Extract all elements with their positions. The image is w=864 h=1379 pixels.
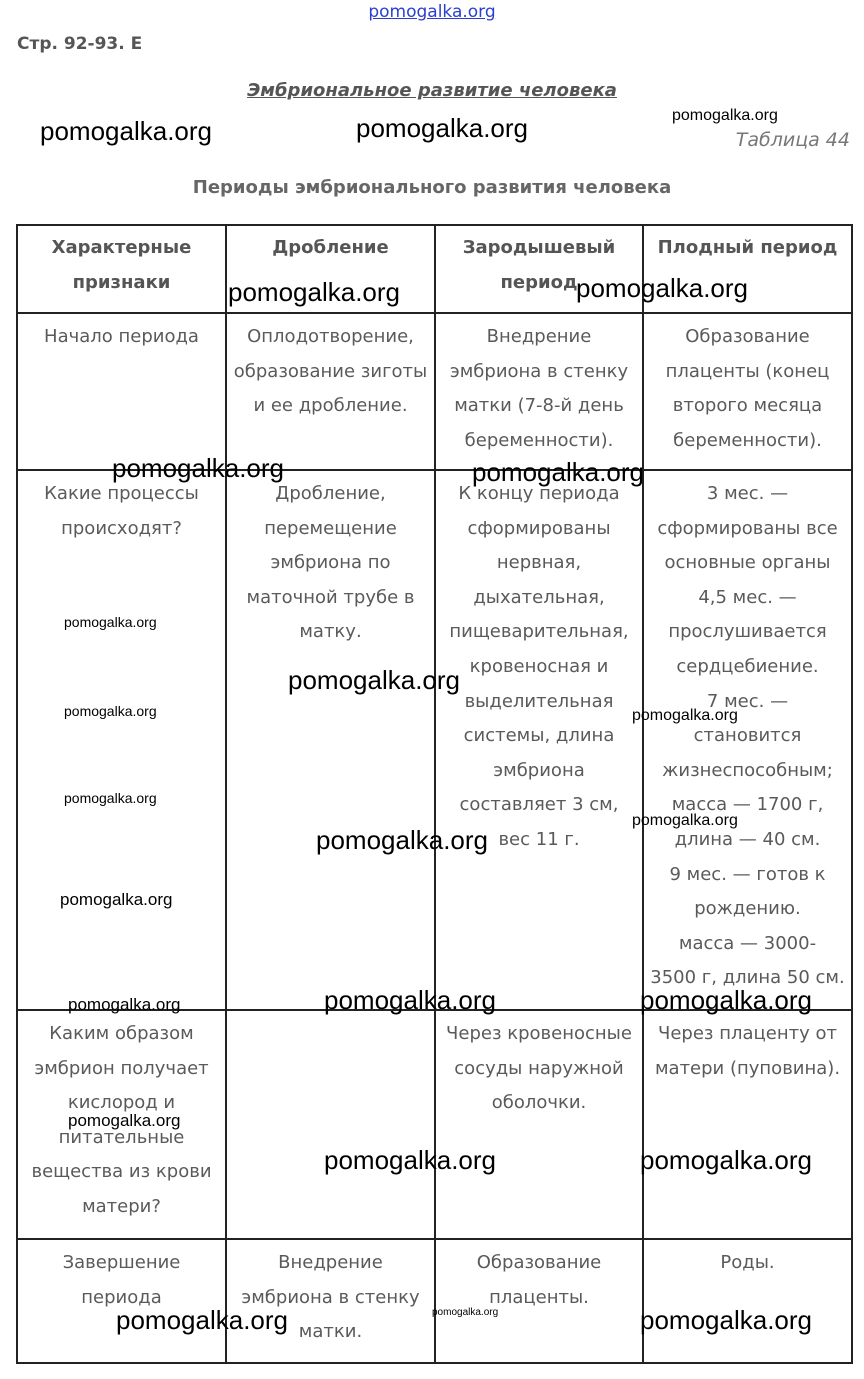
header-cell [643,225,852,313]
table-cell [226,1010,435,1239]
watermark: pomogalka.org [288,665,460,695]
watermark: pomogalka.org [640,1145,812,1175]
cell-text: К концу периода сформированы нервная, дыхательная, пищеварительная, кровеносная и выделительная системы, длина эмбриона составляет 3 см, вес 11 г. [449,483,629,850]
cell-text: 3 мес. — сформированы все основные органы 4,5 мес. — прослушивается сердцебиение. 7 мес. — становится жизнеспособным; масса — 1700 г, длина — 40 см. 9 мес. — готов к рождению. масса — 3000- 3500 г, длина 50 см. [650,483,845,989]
top-link[interactable]: pomogalka.org [368,2,496,22]
watermark: pomogalka.org [356,113,528,143]
cell-text: Оплодотворение, образование зиготы и ее дробление. [233,326,428,417]
watermark: pomogalka.org [116,1305,288,1335]
header-germinal: Зародышевый период [462,237,616,293]
cell-text: Дробление, перемещение эмбриона по маточной трубе в матку. [246,483,415,643]
watermark: pomogalka.org [112,453,284,483]
header-cleavage: Дробление [272,237,389,258]
table-cell [643,1010,852,1239]
watermark: pomogalka.org [640,985,812,1015]
table-row [17,313,852,470]
table-cell [226,1239,435,1363]
header-cell [17,225,226,313]
watermark: pomogalka.org [632,812,738,829]
watermark: pomogalka.org [472,457,644,487]
watermark: pomogalka.org [64,790,157,806]
row-label: Каким образом эмбрион получает кислород и питательные вещества из крови матери? [31,1023,212,1217]
watermark: pomogalka.org [40,116,212,146]
cell-text: Образование плаценты (конец второго месяца беременности). [665,326,830,451]
cell-text: Внедрение эмбриона в стенку матки (7-8-й день беременности). [449,326,629,451]
embryo-periods-table [16,224,853,1364]
watermark: pomogalka.org [228,277,400,307]
table-cell [435,1010,643,1239]
watermark: pomogalka.org [576,273,748,303]
table-cell [17,470,226,1010]
header-features: Характерные признаки [51,237,192,293]
row-label: Какие процессы происходят? [44,483,199,539]
table-row [17,470,852,1010]
header-fetal: Плодный период [657,237,838,258]
watermark: pomogalka.org [316,825,488,855]
table-row [17,1239,852,1363]
table-cell [643,470,852,1010]
watermark: pomogalka.org [64,614,157,630]
watermark: pomogalka.org [640,1305,812,1335]
table-cell [17,1239,226,1363]
table-cell [435,313,643,470]
table-number: Таблица 44 [735,129,850,151]
cell-text: Образование плаценты. [476,1252,602,1308]
table-cell [17,313,226,470]
table-cell [643,1239,852,1363]
row-label: Начало периода [44,326,199,347]
header-cell [226,225,435,313]
watermark: pomogalka.org [324,985,496,1015]
table-cell [435,470,643,1010]
watermark: pomogalka.org [324,1145,496,1175]
row-label: Завершение периода [62,1252,181,1308]
table-row [17,1010,852,1239]
watermark: pomogalka.org [64,703,157,719]
table-header-row [17,225,852,313]
page-reference: Стр. 92-93. Е [17,34,143,54]
table-cell [17,1010,226,1239]
watermark: pomogalka.org [68,995,181,1014]
watermark: pomogalka.org [68,1111,181,1130]
cell-text: Через кровеносные сосуды наружной оболочки. [446,1023,632,1114]
header-cell [435,225,643,313]
table-caption: Периоды эмбрионального развития человека [192,177,672,198]
watermark: pomogalka.org [632,707,738,724]
page-title: Эмбриональное развитие человека [247,80,617,101]
table-cell [226,470,435,1010]
cell-text: Роды. [720,1252,775,1273]
watermark: pomogalka.org [432,1307,499,1318]
table-cell [643,313,852,470]
watermark: pomogalka.org [672,107,778,124]
table-cell [435,1239,643,1363]
watermark: pomogalka.org [60,890,173,909]
table-cell [226,313,435,470]
cell-text: Внедрение эмбриона в стенку матки. [241,1252,420,1343]
cell-text: Через плаценту от матери (пуповина). [654,1023,841,1079]
